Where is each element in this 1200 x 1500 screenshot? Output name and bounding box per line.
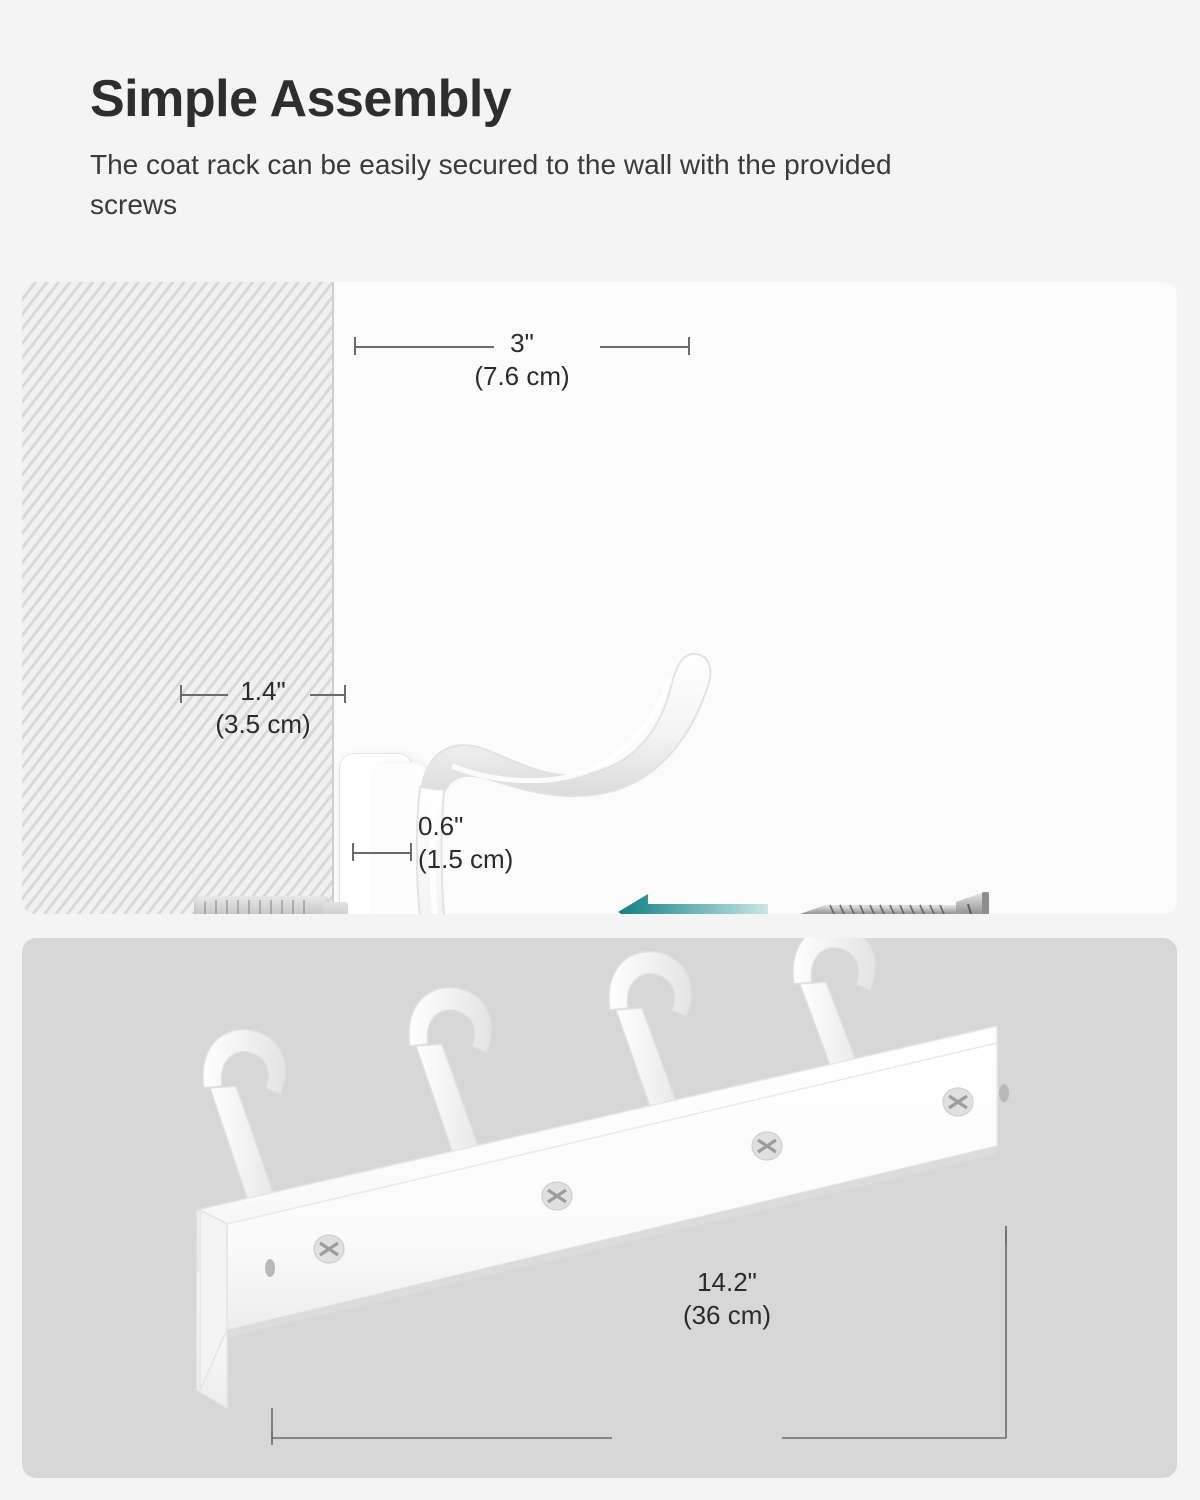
board-screw-1	[314, 1235, 344, 1263]
dimension-hook-depth-inches: 3"	[510, 328, 534, 358]
keyhole-left	[265, 1259, 275, 1277]
dimension-hook-depth-metric: (7.6 cm)	[474, 361, 570, 392]
coat-rack-overview-panel	[22, 938, 1177, 1478]
header	[90, 72, 1110, 226]
dimension-anchor-length-inches: 1.4"	[240, 676, 286, 706]
page-subtitle: The coat rack can be easily secured to the wall with the provided screws	[90, 148, 892, 221]
coat-rack-board	[197, 1026, 997, 1408]
board-screw-4	[943, 1088, 973, 1116]
wall-anchor	[186, 890, 346, 914]
dimension-rack-length-metric: (36 cm)	[682, 1300, 772, 1331]
mounting-screw	[800, 892, 989, 914]
dimension-plate-thickness-inches: 0.6"	[418, 811, 464, 841]
dimension-plate-thickness-metric: (1.5 cm)	[418, 844, 514, 875]
assembly-detail-panel	[22, 282, 1177, 914]
insertion-arrow	[618, 894, 768, 914]
keyhole-right	[999, 1084, 1009, 1102]
board-screw-3	[752, 1132, 782, 1160]
coat-rack-assembly	[22, 938, 1177, 1478]
wall-anchor-collar	[322, 902, 348, 914]
page-title: Simple Assembly	[90, 70, 512, 128]
dimension-anchor-length-metric: (3.5 cm)	[215, 709, 311, 740]
wall-anchor-body	[194, 896, 328, 914]
board-screw-2	[542, 1182, 572, 1210]
dimension-rack-length-inches: 14.2"	[697, 1267, 757, 1297]
